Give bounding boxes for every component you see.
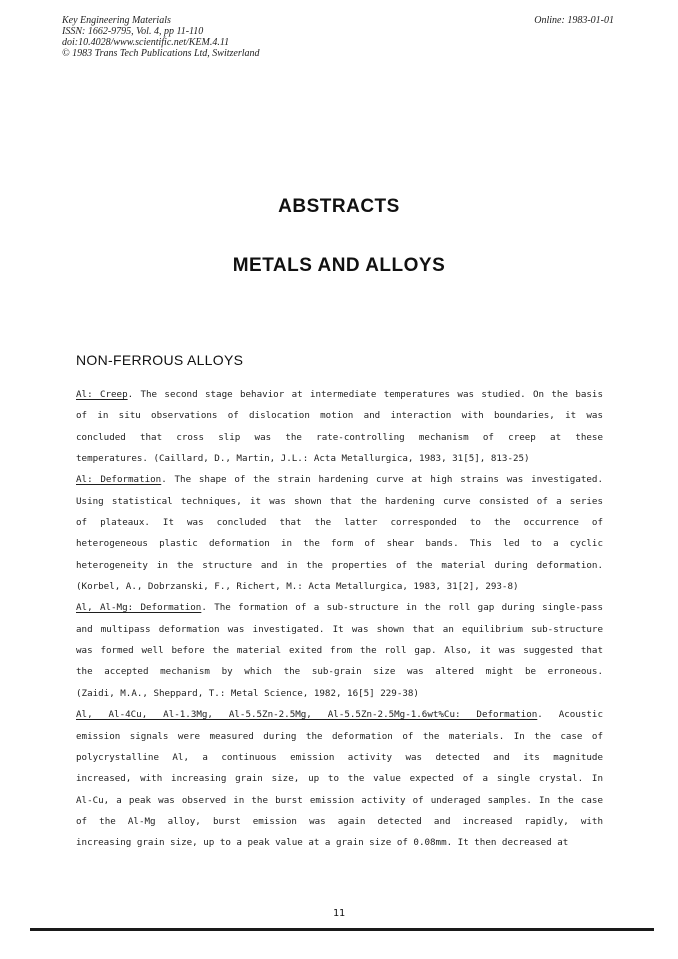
abstract-line: Using statistical techniques, it was shown that the hardening curve consisted of a series <box>76 495 603 507</box>
abstract-line: (Korbel, A., Dobrzanski, F., Richert, M.: Acta Metallurgica, 1983, 31[2], 293-8) <box>76 581 519 593</box>
abstract-label: Al: Deformation <box>76 474 162 486</box>
section-title: NON-FERROUS ALLOYS <box>76 352 244 368</box>
page-title: ABSTRACTS <box>278 196 400 217</box>
abstract-label: Al, Al-4Cu, Al-1.3Mg, Al-5.5Zn-2.5Mg, Al-5.5Zn-2.5Mg-1.6wt%Cu: Deformation <box>76 709 538 721</box>
abstract-line: temperatures. (Caillard, D., Martin, J.L.: Acta Metallurgica, 1983, 31[5], 813-25) <box>76 453 530 465</box>
abstract-line: increased, with increasing grain size, up to the value expected of a single crystal. In <box>76 773 603 785</box>
issn-line: ISSN: 1662-9795, Vol. 4, pp 11-110 <box>62 26 204 37</box>
abstract-line: Al-Cu, a peak was observed in the burst emission activity of underaged samples. In the case <box>76 794 603 806</box>
abstract-line: Al: Creep. The second stage behavior at intermediate temperatures was studied. On the basis <box>76 389 603 400</box>
footer-rule <box>30 928 654 931</box>
journal-name: Key Engineering Materials <box>62 15 171 26</box>
abstract-line: emission signals were measured during the deformation of the materials. In the case of <box>76 730 603 742</box>
abstract-line: Al, Al-4Cu, Al-1.3Mg, Al-5.5Zn-2.5Mg, Al-5.5Zn-2.5Mg-1.6wt%Cu: Deformation. Acoustic <box>76 709 603 721</box>
abstract-line: polycrystalline Al, a continuous emission activity was detected and its magnitude <box>76 751 603 763</box>
chapter-title: METALS AND ALLOYS <box>232 255 446 276</box>
online-date: Online: 1983-01-01 <box>534 15 614 26</box>
abstract-line: Al: Deformation. The shape of the strain hardening curve at high strains was investigated. <box>76 474 603 486</box>
doi-line: doi:10.4028/www.scientific.net/KEM.4.11 <box>62 37 230 48</box>
abstract-line: and multipass deformation was investigated. It was shown that an equilibrium sub-structure <box>76 623 603 635</box>
journal-metadata <box>62 15 260 59</box>
abstract-line: concluded that cross slip was the rate-controlling mechanism of creep at these <box>76 431 603 443</box>
abstract-line: Al, Al-Mg: Deformation. The formation of a sub-structure in the roll gap during single-pass <box>76 602 603 614</box>
abstract-line: of the Al-Mg alloy, burst emission was again detected and increased rapidly, with <box>76 815 603 827</box>
abstract-label: Al: Creep <box>76 389 128 400</box>
abstract-line: of plateaux. It was concluded that the latter corresponded to the occurrence of <box>76 517 603 529</box>
abstract-line: increasing grain size, up to a peak value at a grain size of 0.08mm. It then decreased at <box>76 837 569 849</box>
abstract-line: of in situ observations of dislocation motion and interaction with boundaries, it was <box>76 410 603 422</box>
abstract-line: was formed well before the material exited from the roll gap. Also, it was suggested that <box>76 645 603 657</box>
copyright-line: © 1983 Trans Tech Publications Ltd, Switzerland <box>62 48 260 59</box>
page-number: 11 <box>332 908 346 919</box>
abstract-line: (Zaidi, M.A., Sheppard, T.: Metal Science, 1982, 16[5] 229-38) <box>76 687 419 699</box>
abstract-label: Al, Al-Mg: Deformation <box>76 602 202 614</box>
abstracts-body <box>76 384 603 854</box>
abstract-line: the accepted mechanism by which the sub-grain size was altered might be erroneous. <box>76 666 603 678</box>
abstract-line: heterogeneous plastic deformation in the form of shear bands. This led to a cyclic <box>76 538 603 550</box>
abstract-line: heterogeneity in the structure and in the properties of the material during deformation. <box>76 559 603 571</box>
